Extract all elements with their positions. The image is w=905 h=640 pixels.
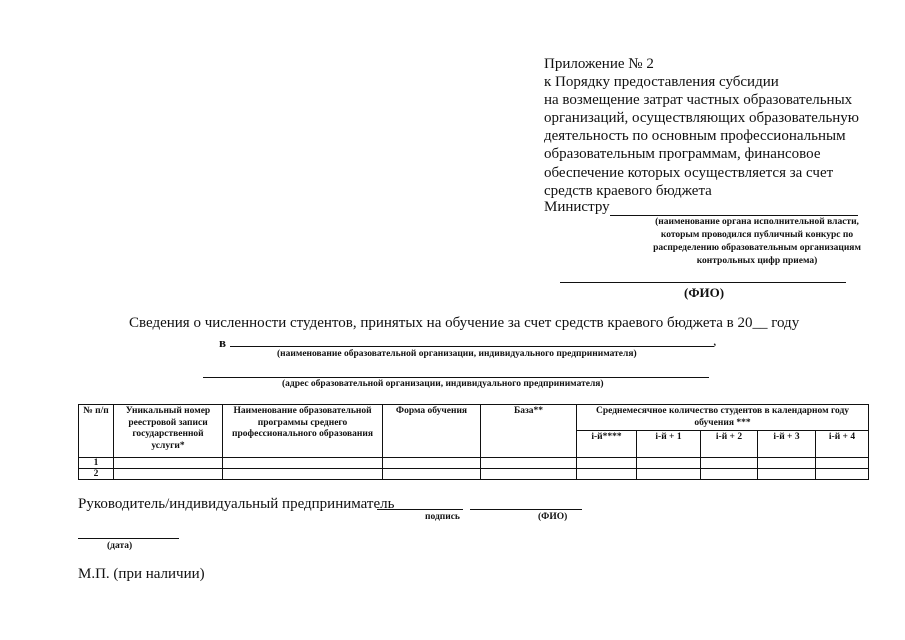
table-cell[interactable] — [637, 469, 701, 480]
ministry-note-line: распределению образовательным организациям — [653, 243, 861, 253]
header-program: Наименование образовательной программы среднего профессионального образования — [223, 405, 383, 458]
signature-note: подпись — [425, 512, 460, 522]
header-year: i-й + 3 — [758, 431, 816, 458]
org-address-line[interactable] — [203, 377, 709, 378]
date-line[interactable] — [78, 538, 179, 539]
table-cell[interactable] — [114, 458, 223, 469]
ministry-note-line: которым проводился публичный конкурс по — [660, 230, 854, 240]
header-year: i-й**** — [577, 431, 637, 458]
header-num: № п/п — [79, 405, 114, 458]
org-comma: , — [713, 334, 717, 349]
minister-fio-label: (ФИО) — [684, 285, 725, 300]
table-cell[interactable] — [701, 458, 758, 469]
document-title: Сведения о численности студентов, принятых на обучение за счет средств краевого бюджета в 20__ году — [129, 315, 800, 331]
appendix-header — [544, 55, 884, 200]
date-note: (дата) — [107, 541, 133, 551]
table-cell[interactable] — [223, 458, 383, 469]
signer-fio-line[interactable] — [470, 509, 582, 510]
table-cell[interactable] — [637, 458, 701, 469]
table-cell[interactable] — [481, 458, 577, 469]
header-form: Форма обучения — [383, 405, 481, 458]
appendix-line: деятельность по основным профессиональным — [544, 128, 846, 145]
table-cell[interactable] — [114, 469, 223, 480]
appendix-line: к Порядку предоставления субсидии — [544, 74, 779, 91]
header-year: i-й + 2 — [701, 431, 758, 458]
appendix-line: на возмещение затрат частных образовательных — [544, 92, 853, 109]
header-base: База** — [481, 405, 577, 458]
appendix-line: средств краевого бюджета — [544, 182, 712, 199]
header-year: i-й + 1 — [637, 431, 701, 458]
header-avg: Среднемесячное количество студентов в календарном году обучения *** — [577, 405, 869, 431]
table-cell[interactable] — [816, 469, 869, 480]
header-year: i-й + 4 — [816, 431, 869, 458]
table-cell[interactable] — [758, 469, 816, 480]
row-num: 1 — [79, 458, 114, 469]
table-cell[interactable] — [816, 458, 869, 469]
org-name-note: (наименование образовательной организации, индивидуального предпринимателя) — [277, 349, 637, 359]
table-cell[interactable] — [481, 469, 577, 480]
stamp-label: М.П. (при наличии) — [78, 566, 205, 582]
ministry-note-line: контрольных цифр приема) — [696, 256, 818, 266]
table-cell[interactable] — [577, 469, 637, 480]
ministry-note — [628, 216, 886, 268]
table-row — [79, 458, 869, 469]
org-name-line[interactable] — [230, 346, 714, 347]
org-address-note: (адрес образовательной организации, индивидуального предпринимателя) — [282, 379, 604, 389]
signature-label: Руководитель/индивидуальный предприниматель — [78, 496, 395, 512]
row-num: 2 — [79, 469, 114, 480]
header-registry: Уникальный номер реестровой записи государственной услуги* — [114, 405, 223, 458]
table-cell[interactable] — [758, 458, 816, 469]
table-cell[interactable] — [223, 469, 383, 480]
org-prefix: в — [219, 335, 227, 350]
table-row — [79, 469, 869, 480]
signature-line[interactable] — [377, 509, 463, 510]
minister-fio-line[interactable] — [560, 282, 846, 283]
table-cell[interactable] — [577, 458, 637, 469]
appendix-line: образовательным программам, финансовое — [544, 146, 821, 163]
appendix-line: обеспечение которых осуществляется за счет — [544, 164, 834, 181]
table-cell[interactable] — [701, 469, 758, 480]
signer-fio-note: (ФИО) — [538, 512, 568, 522]
table-cell[interactable] — [383, 469, 481, 480]
table-header-row — [79, 405, 869, 431]
ministry-label: Министру — [544, 199, 610, 215]
appendix-line: Приложение № 2 — [544, 56, 654, 72]
appendix-line: организаций, осуществляющих образовательную — [544, 110, 860, 127]
students-table — [78, 404, 869, 480]
ministry-note-line: (наименование органа исполнительной власти, — [655, 217, 859, 227]
table-cell[interactable] — [383, 458, 481, 469]
